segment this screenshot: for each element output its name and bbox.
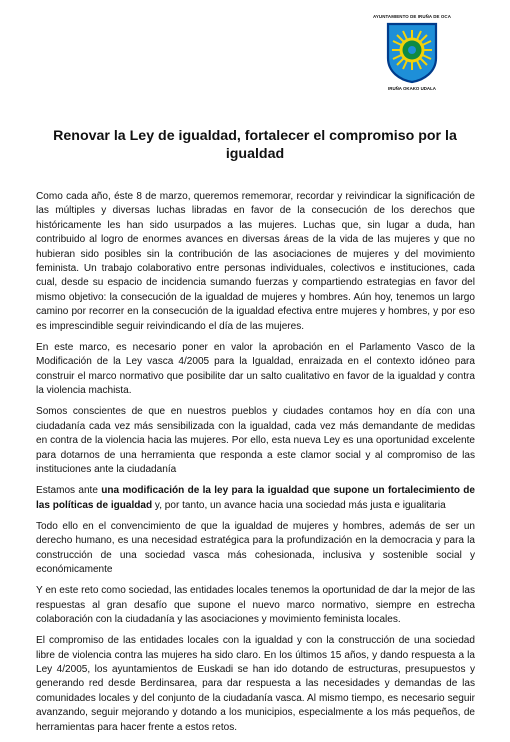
paragraph: Somos conscientes de que en nuestros pueblos y ciudades contamos hoy en día con una ciudadanía cada vez más sensibilizada con la igualdad, cada vez más demandante de medidas en contra de la violencia hacia las mujeres. Por ello, esta nueva Ley es una oportunidad excelente para dotarnos de una herramienta que responda a este clamor social y al compromiso de las instituciones ante la ciudadanía xyxy=(36,406,475,475)
paragraph: En este marco, es necesario poner en valor la aprobación en el Parlamento Vasco de la Modificación de la Ley vasca 4/2005 para la Igualdad, enraizada en el contexto idóneo para construir el marco normativo que posibilite dar un salto cualitativo en favor de la igualdad y contra la violencia machista. xyxy=(36,341,475,397)
paragraph: Y en este reto como sociedad, las entidades locales tenemos la oportunidad de dar la mejor de las respuestas al gran desafío que supone el nuevo marco normativo, siempre en estrecha colaboración con la ciudadanía y las asociaciones y movimiento feminista locales. xyxy=(36,585,475,625)
paragraph: Todo ello en el convencimiento de que la igualdad de mujeres y hombres, además de ser un derecho humano, es una necesidad estratégica para la profundización en la democracia y para la construcción de una sociedad vasca más cohesionada, inclusiva y sostenible social y económicamente xyxy=(36,520,475,575)
paragraph: El compromiso de las entidades locales con la igualdad y con la construcción de una sociedad libre de violencia contra las mujeres ha sido claro. En los últimos 15 años, y dando respuesta a la Ley 4/2005, los ayuntamientos de Euskadi se han ido dotando de estructuras, presupuestos y generando red desde Berdinsarea, para dar respuesta a las necesidades y demandas de las comunidades locales y del conjunto de la ciudadanía vasca. Al mismo tiempo, es necesario seguir avanzando, seguir mejorando y dotando a los municipios, especialmente a los más pequeños, de herramientas para hacer frente a estos retos. xyxy=(36,635,475,733)
org-name: AYUNTAMIENTO DE IRUÑA DE OCA xyxy=(373,14,451,19)
coat-of-arms-icon xyxy=(386,22,438,84)
document-title: Renovar la Ley de igualdad, fortalecer el compromiso por la igualdad xyxy=(53,128,457,162)
paragraph-with-emphasis xyxy=(36,484,475,513)
paragraph: Como cada año, éste 8 de marzo, queremos rememorar, recordar y reivindicar la significación de las múltiples y diversas luchas libradas en favor de la consecución de los derechos que históricamente les han sido usurpados a las mujeres. Luchas que, sin lugar a duda, han contribuido al logro de enormes avances en diversas áreas de la vida de las mujeres y que no hubieran sido posibles sin la contribución de las asociaciones de mujeres y del movimiento feminista. Un trabajo colaborativo entre personas individuales, colectivos e instituciones, cada cual, desde su espacio de incidencia sumando fuerzas y compartiendo estrategias en favor del mismo objetivo: la consecución de la igualdad de mujeres y hombres. Aún hoy, tenemos un largo camino por recorrer en la consecución de la igualdad efectiva entre mujeres y hombres, y por eso es imprescindible seguir reivindicando el día de las mujeres. xyxy=(36,191,475,332)
document-body xyxy=(36,190,475,742)
org-subtitle: IRUÑA OKAKO UDALA xyxy=(388,86,436,91)
municipal-header xyxy=(364,14,460,91)
paragraph-text: Estamos ante xyxy=(36,485,102,497)
emphasized-text: una modificación de la ley para la igualdad que supone un fortalecimiento de las políticas de igualdad xyxy=(36,485,475,511)
paragraph-text: y, por tanto, un avance hacia una sociedad más justa e igualitaria xyxy=(152,499,446,511)
